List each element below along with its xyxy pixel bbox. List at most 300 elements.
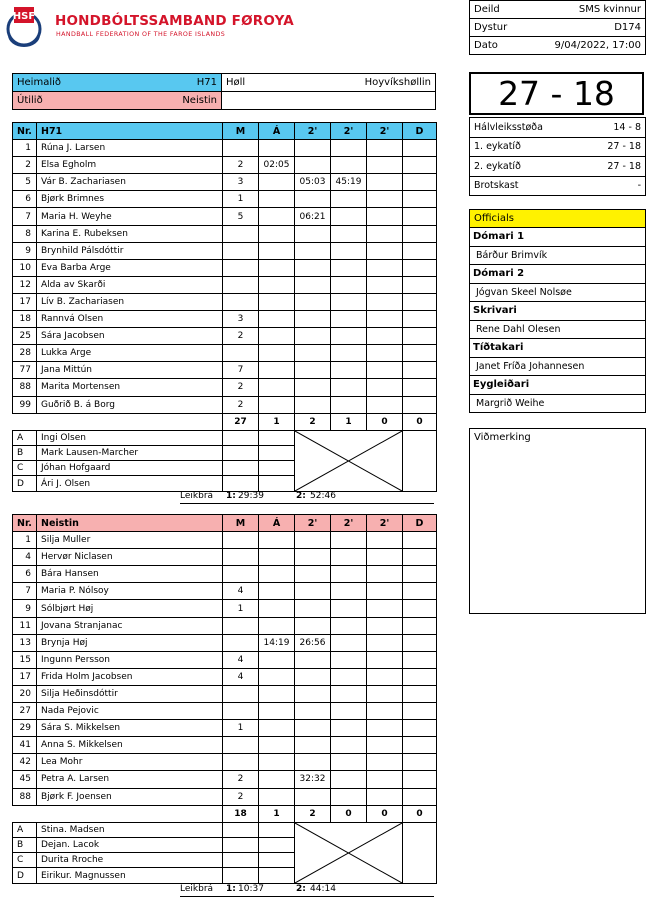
player-stat: [223, 617, 259, 634]
official-name: Jógvan Skeel Nolsøe: [470, 284, 645, 303]
empty-cell: [222, 92, 435, 109]
player-name: Rúna J. Larsen: [37, 140, 223, 157]
player-stat: [403, 208, 437, 225]
team-official-name: Eirikur. Magnussen: [37, 868, 223, 883]
player-number: 28: [13, 345, 37, 362]
player-stat: [403, 549, 437, 566]
player-name: Jana Mittún: [37, 362, 223, 379]
player-row: [13, 259, 437, 276]
player-stat: 3: [223, 311, 259, 328]
info-value: D174: [614, 22, 641, 33]
away-roster-table: [12, 514, 437, 884]
total-value: 2: [295, 413, 331, 430]
player-stat: 45:19: [331, 174, 367, 191]
player-name: Nada Pejovic: [37, 703, 223, 720]
team-official-row: [13, 430, 437, 445]
player-stat: [331, 328, 367, 345]
stat-row: [470, 118, 645, 138]
player-number: 77: [13, 362, 37, 379]
player-stat: [295, 328, 331, 345]
player-stat: [367, 362, 403, 379]
player-stat: [403, 583, 437, 600]
player-stat: [259, 754, 295, 771]
player-stat: 02:05: [259, 157, 295, 174]
player-stat: [403, 259, 437, 276]
player-stat: [331, 532, 367, 549]
player-stat: 3: [223, 174, 259, 191]
player-row: [13, 600, 437, 617]
stat-label: 2. eykatíð: [474, 160, 521, 172]
player-stat: [367, 259, 403, 276]
info-label: Dato: [474, 40, 498, 51]
cross-mark-icon: [295, 823, 402, 883]
player-stat: [295, 549, 331, 566]
player-name: Lív B. Zachariasen: [37, 293, 223, 310]
player-stat: 06:21: [295, 208, 331, 225]
official-letter: B: [13, 445, 37, 460]
player-stat: [295, 685, 331, 702]
player-stat: [223, 532, 259, 549]
away-team-row: [13, 92, 222, 109]
player-stat: [295, 600, 331, 617]
player-name: Lukka Arge: [37, 345, 223, 362]
player-stat: [259, 396, 295, 413]
player-stat: [223, 703, 259, 720]
player-stat: [403, 532, 437, 549]
player-stat: [331, 293, 367, 310]
totals-row: [13, 805, 437, 822]
official-name: Bárður Brimvík: [470, 247, 645, 266]
info-label: Dystur: [474, 22, 508, 33]
player-name: Lea Mohr: [37, 754, 223, 771]
player-stat: [331, 685, 367, 702]
player-stat: [259, 771, 295, 788]
svg-text:HSF: HSF: [12, 11, 36, 22]
player-stat: [259, 600, 295, 617]
leikbra-first-label: 1:: [226, 884, 236, 894]
player-name: Karina E. Rubeksen: [37, 225, 223, 242]
player-stat: [331, 600, 367, 617]
player-stat: [403, 311, 437, 328]
leikbra-second-label: 2:: [296, 491, 306, 501]
official-letter: D: [13, 868, 37, 883]
player-stat: [295, 396, 331, 413]
player-name: Frida Holm Jacobsen: [37, 668, 223, 685]
player-name: Bjørk Brimnes: [37, 191, 223, 208]
total-value: 27: [223, 413, 259, 430]
player-stat: [295, 259, 331, 276]
player-stat: [295, 379, 331, 396]
player-stat: [259, 242, 295, 259]
player-stat: [367, 191, 403, 208]
player-stat: [331, 771, 367, 788]
player-name: Brynhild Pálsdóttir: [37, 242, 223, 259]
team-official-name: Ári J. Olsen: [37, 476, 223, 491]
player-number: 41: [13, 737, 37, 754]
player-stat: [367, 720, 403, 737]
player-row: [13, 788, 437, 805]
player-stat: [403, 276, 437, 293]
official-letter: A: [13, 430, 37, 445]
player-row: [13, 549, 437, 566]
player-stat: 1: [223, 720, 259, 737]
player-stat: [223, 259, 259, 276]
player-stat: [403, 754, 437, 771]
away-label: Útilið: [17, 95, 43, 106]
stat-value: -: [637, 180, 641, 192]
player-row: [13, 737, 437, 754]
player-stat: [295, 532, 331, 549]
cross-mark-icon: [295, 431, 402, 491]
player-name: Rannvá Olsen: [37, 311, 223, 328]
player-stat: [331, 242, 367, 259]
official-stat: [259, 445, 295, 460]
hall-name: Hoyvíkshøllin: [364, 77, 431, 88]
player-stat: 26:56: [295, 634, 331, 651]
player-number: 17: [13, 293, 37, 310]
player-stat: [403, 379, 437, 396]
official-name: Rene Dahl Olesen: [470, 321, 645, 340]
player-number: 27: [13, 703, 37, 720]
hall-row: [222, 74, 435, 91]
player-stat: [259, 703, 295, 720]
player-stat: [259, 225, 295, 242]
player-stat: [259, 259, 295, 276]
player-stat: [259, 328, 295, 345]
official-letter: D: [13, 476, 37, 491]
score-stats: [469, 117, 646, 196]
player-stat: [331, 668, 367, 685]
player-stat: [259, 737, 295, 754]
player-stat: [367, 157, 403, 174]
player-name: Petra A. Larsen: [37, 771, 223, 788]
player-name: Jovana Stranjanac: [37, 617, 223, 634]
player-name: Elsa Egholm: [37, 157, 223, 174]
player-name: Eva Barba Arge: [37, 259, 223, 276]
player-stat: [259, 532, 295, 549]
player-stat: [331, 345, 367, 362]
official-blank: [403, 822, 437, 883]
player-stat: [331, 566, 367, 583]
total-value: 0: [403, 805, 437, 822]
player-row: [13, 566, 437, 583]
player-row: [13, 293, 437, 310]
player-stat: [331, 191, 367, 208]
player-stat: [331, 208, 367, 225]
player-stat: [367, 668, 403, 685]
crossed-box: [295, 430, 403, 491]
player-name: Maria P. Nólsoy: [37, 583, 223, 600]
official-stat: [223, 430, 259, 445]
player-stat: [295, 566, 331, 583]
player-number: 6: [13, 566, 37, 583]
info-value: SMS kvinnur: [578, 4, 641, 15]
player-stat: [367, 225, 403, 242]
player-stat: [403, 242, 437, 259]
player-name: Sára S. Mikkelsen: [37, 720, 223, 737]
player-stat: [403, 225, 437, 242]
player-stat: [259, 549, 295, 566]
stat-row: [470, 177, 645, 196]
officials-heading: Officials: [470, 210, 645, 228]
player-name: Silja Muller: [37, 532, 223, 549]
player-stat: [403, 771, 437, 788]
official-stat: [223, 445, 259, 460]
official-stat: [259, 853, 295, 868]
player-row: [13, 242, 437, 259]
player-stat: 05:03: [295, 174, 331, 191]
leikbra-label: Leikbrá: [180, 884, 214, 894]
player-stat: [367, 276, 403, 293]
player-stat: [367, 651, 403, 668]
team-official-row: [13, 822, 437, 837]
player-stat: [403, 668, 437, 685]
official-stat: [223, 868, 259, 883]
player-row: [13, 668, 437, 685]
player-stat: [259, 208, 295, 225]
official-role: Eygleiðari: [470, 376, 645, 395]
remarks-box: [469, 428, 646, 614]
away-suspension-line: [180, 884, 434, 897]
player-stat: [259, 379, 295, 396]
player-stat: [259, 617, 295, 634]
player-name: Guðrið B. á Borg: [37, 396, 223, 413]
player-stat: [367, 396, 403, 413]
col-header: 2': [295, 123, 331, 140]
player-stat: [367, 140, 403, 157]
player-stat: [403, 600, 437, 617]
player-stat: [367, 583, 403, 600]
player-stat: [367, 532, 403, 549]
official-role: Tíðtakari: [470, 339, 645, 358]
player-number: 42: [13, 754, 37, 771]
player-stat: [223, 737, 259, 754]
col-header: 2': [295, 515, 331, 532]
player-stat: [367, 566, 403, 583]
team-official-name: Stina. Madsen: [37, 822, 223, 837]
player-name: Marita Mortensen: [37, 379, 223, 396]
player-stat: [331, 157, 367, 174]
remarks-label: Viðmerking: [474, 432, 531, 443]
official-stat: [223, 837, 259, 852]
player-row: [13, 634, 437, 651]
player-stat: [331, 549, 367, 566]
player-stat: [295, 720, 331, 737]
stat-row: [470, 138, 645, 158]
official-role: Dómari 1: [470, 228, 645, 247]
player-stat: 4: [223, 583, 259, 600]
stat-label: Brotskast: [474, 180, 519, 192]
player-stat: [331, 225, 367, 242]
player-name: Brynja Høj: [37, 634, 223, 651]
leikbra-first-label: 1:: [226, 491, 236, 501]
player-name: Anna S. Mikkelsen: [37, 737, 223, 754]
player-stat: [295, 345, 331, 362]
col-header: Á: [259, 515, 295, 532]
team-official-name: Durita Rroche: [37, 853, 223, 868]
player-name: Sólbjørt Høj: [37, 600, 223, 617]
home-roster-table: [12, 122, 437, 492]
player-stat: [367, 208, 403, 225]
player-stat: [403, 362, 437, 379]
player-stat: 4: [223, 651, 259, 668]
player-stat: [223, 566, 259, 583]
player-name: Silja Heðinsdóttir: [37, 685, 223, 702]
player-row: [13, 685, 437, 702]
player-number: 9: [13, 242, 37, 259]
official-blank: [403, 430, 437, 491]
col-header: D: [403, 515, 437, 532]
official-name: Janet Fríða Johannesen: [470, 358, 645, 377]
player-stat: [367, 328, 403, 345]
official-stat: [259, 837, 295, 852]
player-stat: [331, 634, 367, 651]
player-number: 25: [13, 328, 37, 345]
player-stat: 2: [223, 157, 259, 174]
total-value: 1: [259, 413, 295, 430]
player-stat: 5: [223, 208, 259, 225]
total-value: 0: [367, 805, 403, 822]
col-header: M: [223, 515, 259, 532]
player-stat: [295, 242, 331, 259]
player-stat: [259, 276, 295, 293]
player-stat: [403, 191, 437, 208]
player-stat: [367, 242, 403, 259]
player-stat: [259, 140, 295, 157]
home-team-row: [13, 74, 222, 91]
officials-box: [469, 209, 646, 413]
home-name: H71: [196, 77, 217, 88]
player-stat: [295, 651, 331, 668]
player-stat: [295, 617, 331, 634]
player-stat: [367, 737, 403, 754]
player-name: Vár B. Zachariasen: [37, 174, 223, 191]
player-stat: [331, 720, 367, 737]
hall-label: Høll: [226, 77, 246, 88]
player-stat: 2: [223, 379, 259, 396]
player-stat: [223, 345, 259, 362]
stat-value: 27 - 18: [607, 141, 641, 153]
roster-header: [13, 515, 437, 532]
stat-row: [470, 157, 645, 177]
roster-header: [13, 123, 437, 140]
player-stat: [295, 362, 331, 379]
player-stat: [367, 754, 403, 771]
player-row: [13, 703, 437, 720]
player-number: 2: [13, 157, 37, 174]
official-stat: [223, 853, 259, 868]
player-row: [13, 617, 437, 634]
player-stat: [223, 225, 259, 242]
player-stat: [331, 737, 367, 754]
player-stat: [223, 276, 259, 293]
player-stat: [259, 685, 295, 702]
player-stat: 2: [223, 396, 259, 413]
player-row: [13, 362, 437, 379]
player-stat: [223, 293, 259, 310]
total-value: 18: [223, 805, 259, 822]
player-stat: [223, 242, 259, 259]
player-number: 10: [13, 259, 37, 276]
player-stat: [295, 225, 331, 242]
player-number: 5: [13, 174, 37, 191]
player-stat: [259, 566, 295, 583]
official-stat: [223, 461, 259, 476]
team-official-name: Dejan. Lacok: [37, 837, 223, 852]
official-letter: A: [13, 822, 37, 837]
official-letter: B: [13, 837, 37, 852]
player-stat: [295, 293, 331, 310]
player-name: Bára Hansen: [37, 566, 223, 583]
player-row: [13, 651, 437, 668]
totals-spacer: [37, 413, 223, 430]
player-stat: [259, 174, 295, 191]
player-stat: [259, 651, 295, 668]
player-stat: [331, 583, 367, 600]
stat-label: 1. eykatíð: [474, 141, 521, 153]
official-letter: C: [13, 461, 37, 476]
player-name: Sára Jacobsen: [37, 328, 223, 345]
player-row: [13, 208, 437, 225]
official-name: Margrið Weihe: [476, 397, 545, 409]
col-header: 2': [367, 123, 403, 140]
player-stat: [331, 396, 367, 413]
player-row: [13, 345, 437, 362]
player-row: [13, 225, 437, 242]
player-number: 20: [13, 685, 37, 702]
player-stat: [367, 600, 403, 617]
player-stat: [223, 754, 259, 771]
player-number: 13: [13, 634, 37, 651]
player-stat: [403, 720, 437, 737]
player-stat: [403, 737, 437, 754]
player-stat: [295, 157, 331, 174]
home-label: Heimalið: [17, 77, 61, 88]
col-header: 2': [367, 515, 403, 532]
player-stat: [403, 788, 437, 805]
player-stat: [331, 362, 367, 379]
total-value: 0: [403, 413, 437, 430]
player-stat: [367, 634, 403, 651]
player-name: Alda av Skarði: [37, 276, 223, 293]
player-number: 99: [13, 396, 37, 413]
stat-value: 14 - 8: [613, 121, 641, 133]
official-stat: [259, 430, 295, 445]
player-number: 45: [13, 771, 37, 788]
player-number: 88: [13, 788, 37, 805]
official-letter: C: [13, 853, 37, 868]
official-stat: [223, 822, 259, 837]
home-suspension-line: [180, 491, 434, 504]
player-stat: [403, 566, 437, 583]
player-stat: [367, 311, 403, 328]
player-stat: [295, 311, 331, 328]
leikbra-first-time: 10:37: [238, 884, 264, 894]
player-number: 4: [13, 549, 37, 566]
player-stat: [331, 311, 367, 328]
player-stat: [403, 651, 437, 668]
player-stat: [259, 191, 295, 208]
player-stat: [331, 788, 367, 805]
player-number: 18: [13, 311, 37, 328]
player-stat: [331, 276, 367, 293]
match-info-box: [469, 0, 646, 55]
stat-value: 27 - 18: [607, 160, 641, 172]
player-number: 11: [13, 617, 37, 634]
player-number: 88: [13, 379, 37, 396]
player-stat: [403, 174, 437, 191]
player-stat: [403, 396, 437, 413]
